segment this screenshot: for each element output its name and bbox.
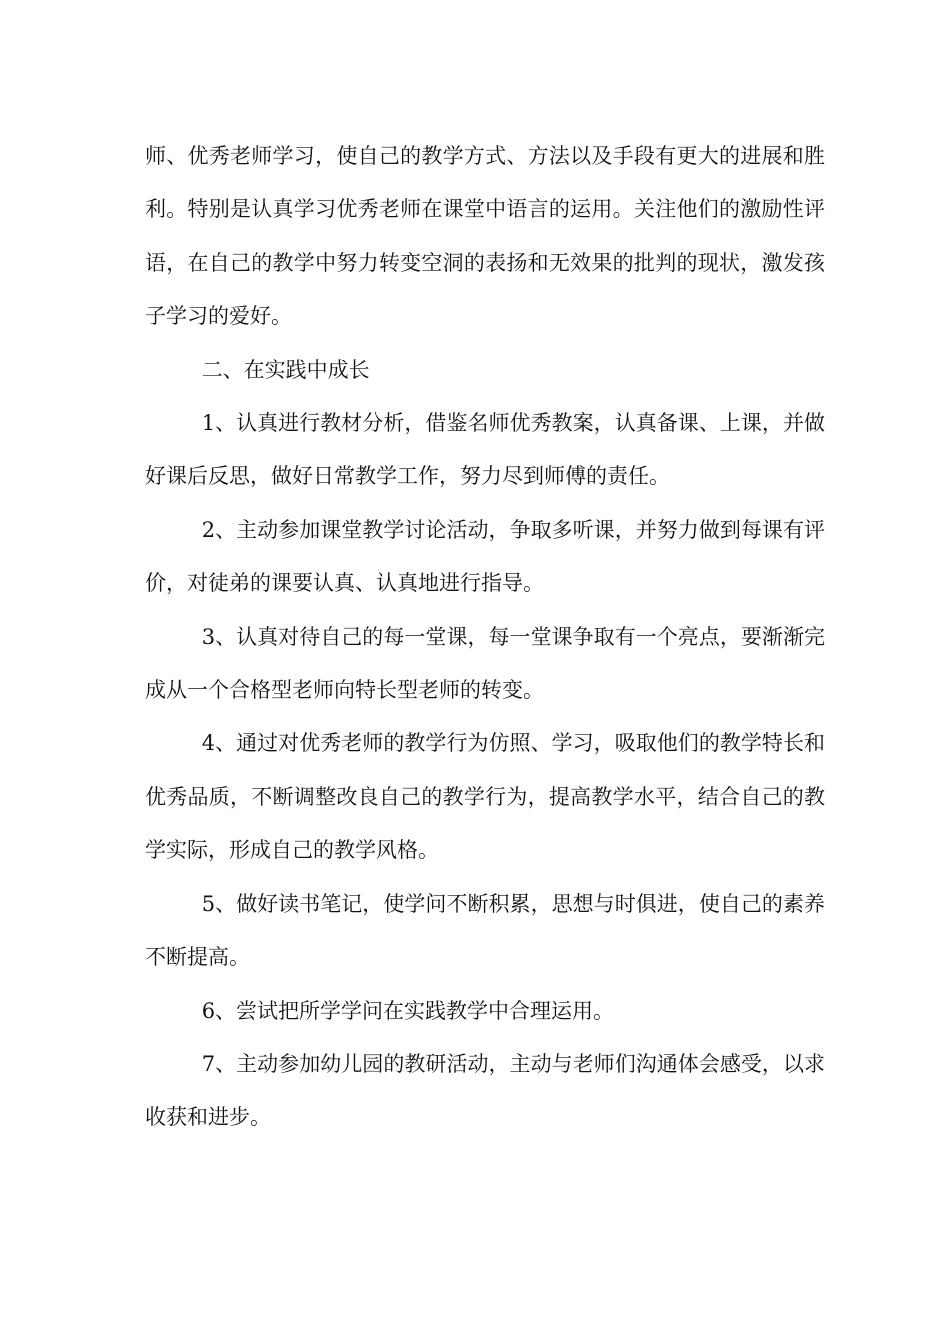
list-item-5: 5、做好读书笔记，使学问不断积累，思想与时俱进，使自己的素养不断提高。: [145, 891, 825, 970]
section-heading: 二、在实践中成长: [201, 357, 370, 382]
list-item-4: 4、通过对优秀老师的教学行为仿照、学习，吸取他们的教学特长和优秀品质，不断调整改良自己的教学行为，提高教学水平，结合自己的教学实际，形成自己的教学风格。: [145, 731, 825, 863]
list-item-6: 6、尝试把所学学问在实践教学中合理运用。: [201, 998, 615, 1023]
document-body: [145, 130, 825, 1145]
list-item-1: 1、认真进行教材分析，借鉴名师优秀教案，认真备课、上课，并做好课后反思，做好日常教学工作，努力尽到师傅的责任。: [145, 411, 825, 489]
paragraph-continuation: 师、优秀老师学习，使自己的教学方式、方法以及手段有更大的进展和胜利。特别是认真学习优秀老师在课堂中语言的运用。关注他们的激励性评语，在自己的教学中努力转变空洞的表扬和无效果的批判的现状，激发孩子学习的爱好。: [145, 144, 825, 329]
list-item-2: 2、主动参加课堂教学讨论活动，争取多听课，并努力做到每课有评价，对徒弟的课要认真、认真地进行指导。: [145, 517, 825, 596]
list-item-7: 7、主动参加幼儿园的教研活动，主动与老师们沟通体会感受，以求收获和进步。: [145, 1051, 825, 1130]
list-item-3: 3、认真对待自己的每一堂课，每一堂课争取有一个亮点，要渐渐完成从一个合格型老师向特长型老师的转变。: [145, 624, 825, 703]
